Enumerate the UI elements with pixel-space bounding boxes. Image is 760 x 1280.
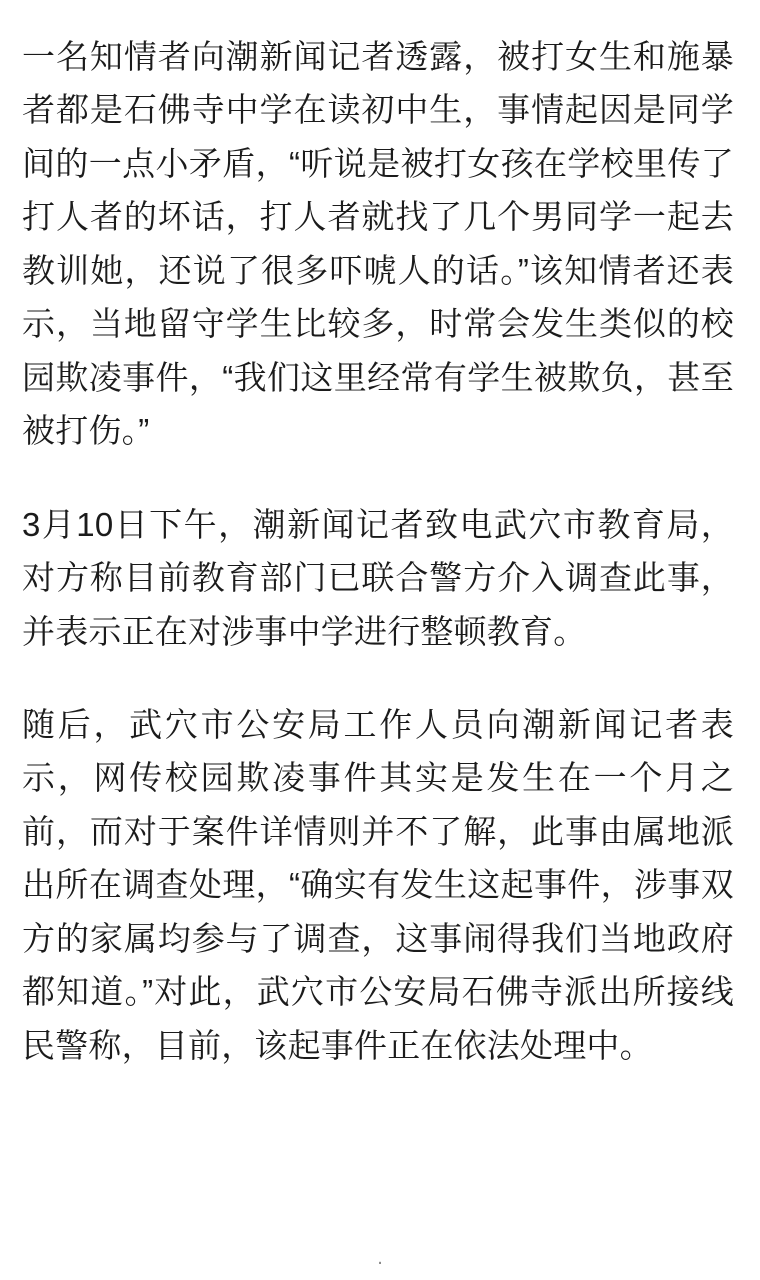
footer-mark: . — [377, 1247, 383, 1269]
article-paragraph: 随后，武穴市公安局工作人员向潮新闻记者表示，网传校园欺凌事件其实是发生在一个月之前，而对于案件详情则并不了解，此事由属地派出所在调查处理，“确实有发生这起事件，涉事双方的家属均参与了调查，这事闹得我们当地政府都知道。”对此，武穴市公安局石佛寺派出所接线民警称，目前，该起事件正在依法处理中。 — [22, 705, 734, 1064]
article-paragraph: 3月10日下午，潮新闻记者致电武穴市教育局，对方称目前教育部门已联合警方介入调查此事，并表示正在对涉事中学进行整顿教育。 — [22, 505, 734, 650]
article-paragraph: 一名知情者向潮新闻记者透露，被打女生和施暴者都是石佛寺中学在读初中生，事情起因是同学间的一点小矛盾，“听说是被打女孩在学校里传了打人者的坏话，打人者就找了几个男同学一起去教训她，还说了很多吓唬人的话。”该知情者还表示，当地留守学生比较多，时常会发生类似的校园欺凌事件，“我们这里经常有学生被欺负，甚至被打伤。” — [22, 38, 734, 450]
